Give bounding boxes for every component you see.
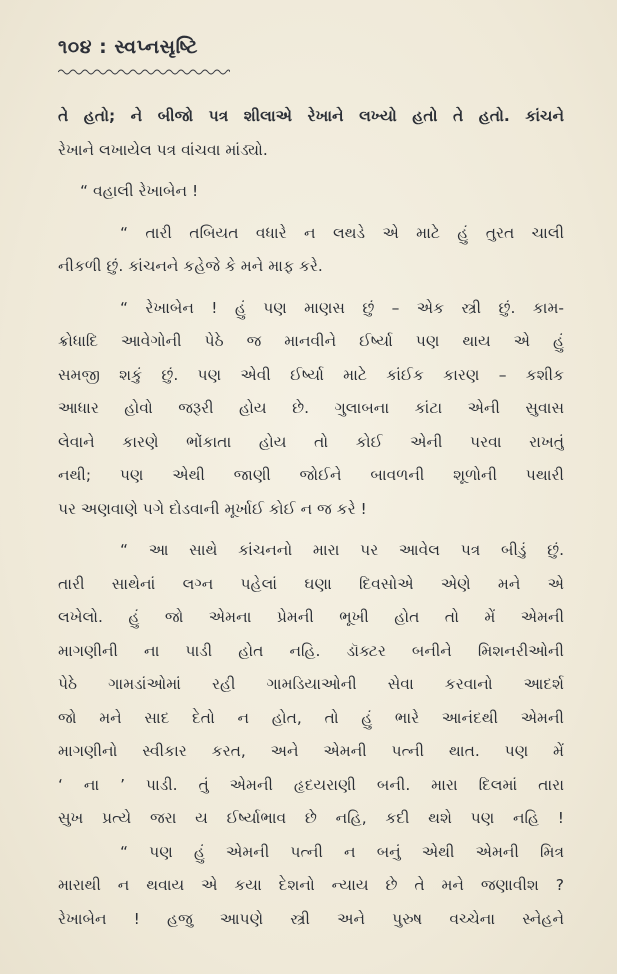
text-line: પર અણવાણે પગે દોડવાની મૂર્ખાઈ કોઈ ન જ કરે ! [58, 499, 367, 518]
wavy-underline [58, 68, 230, 76]
paragraph-gap [58, 284, 564, 292]
paragraph-gap [58, 526, 564, 534]
text-line: તારી સાથેનાં લગ્ન પહેલાં ઘણા દિવસોએ એણે મને એ [58, 574, 564, 593]
paragraph-gap [58, 209, 564, 217]
paragraph-gap [58, 167, 564, 175]
body-text [58, 100, 564, 936]
text-line: “ રેખાબેન ! હું પણ માણસ છું – એક સ્ત્રી છું. કામ- [120, 298, 564, 317]
text-line: “ તારી તબિયત વધારે ન લથડે એ માટે હું તુરત ચાલી [120, 223, 564, 242]
page-heading: ૧૦૪ : સ્વપ્નસૃષ્ટિ [58, 36, 198, 58]
text-line: “ પણ હું એમની પત્ની ન બનું એથી એમની મિત્ર [120, 842, 564, 861]
text-line: તે હતો; ને બીજો પત્ર શીલાએ રેખાને લખ્યો હતો તે હતો. કાંચને [58, 107, 564, 125]
text-line: “ આ સાથે કાંચનનો મારા પર આવેલ પત્ર બીડું છું. [120, 541, 564, 559]
text-line: નથી; પણ એથી જાણી જોઈને બાવળની શૂળોની પથારી [58, 466, 564, 484]
text-line: નીકળી છું. કાંચનને કહેજે કે મને માફ કરે. [58, 257, 323, 275]
text-line: આધાર હોવો જરૂરી હોય છે. ગુલાબના કાંટા એની સુવાસ [58, 399, 564, 417]
text-line: “ વહાલી રેખાબેન ! [80, 182, 199, 200]
text-line: ક્રોધાદિ આવેગોની પેઠે જ માનવીને ઈર્ષ્યા પણ થાય એ હું [58, 332, 564, 350]
text-line: લેવાને કારણે ભોંકાતા હોય તો કોઈ એની પરવા રાખતું [58, 432, 564, 451]
text-line: ‘ ના ’ પાડી. તું એમની હૃદયરાણી બની. મારા દિલમાં તારા [58, 775, 564, 794]
text-line: સુખ પ્રત્યે જરા ય ઈર્ષ્યાભાવ છે નહિ, કદી થશે પણ નહિ ! [58, 809, 564, 827]
text-line: પેઠે ગામડાંઓમાં રહી ગામડિયાઓની સેવા કરવાનો આદર્શ [58, 675, 564, 693]
text-line: મારાથી ન થવાય એ કયા દેશનો ન્યાય છે તે મને જણાવીશ ? [58, 876, 564, 894]
text-line: માગણીનો સ્વીકાર કરત, અને એમની પત્ની થાત. પણ મેં [58, 742, 564, 760]
text-line: માગણીની ના પાડી હોત નહિ. ડૉક્ટર બનીને મિશનરીઓની [58, 641, 564, 660]
text-line: રેખાને લખાયેલ પત્ર વાંચવા માંડ્યો. [58, 140, 268, 159]
text-line: લખેલો. હું જો એમના પ્રેમની ભૂખી હોત તો મેં એમની [58, 608, 564, 626]
text-line: સમજી શકું છું. પણ એવી ઈર્ષ્યા માટે કાંઈક કારણ – કશીક [58, 365, 564, 384]
text-line: જો મને સાદ દેતો ન હોત, તો હું ભારે આનંદથી એમની [58, 708, 564, 727]
text-line: રેખાબેન ! હજુ આપણે સ્ત્રી અને પુરુષ વચ્ચેના સ્નેહને [58, 909, 564, 928]
